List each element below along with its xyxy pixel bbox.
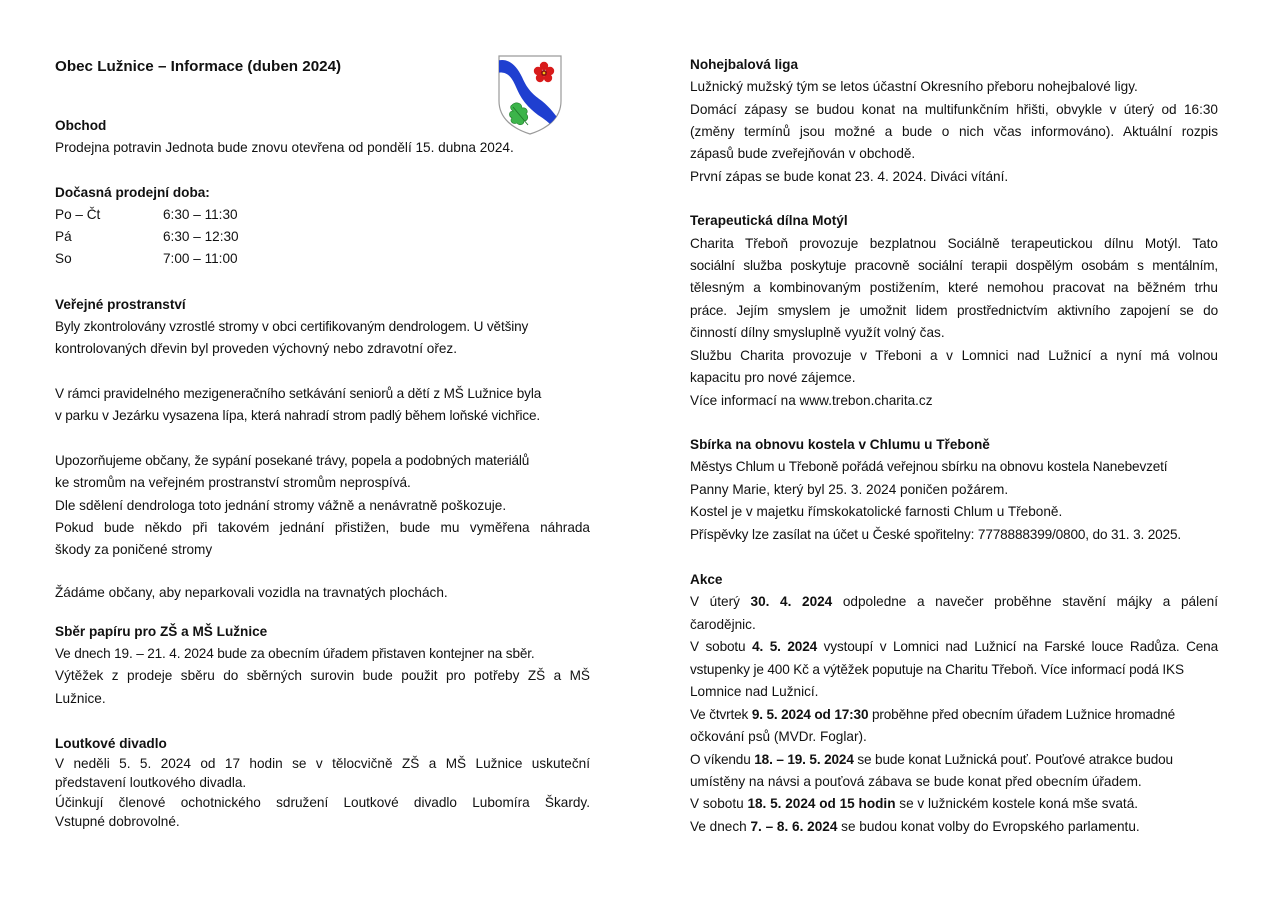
event-lead: Ve dnech bbox=[690, 819, 751, 834]
paragraph-line: Byly zkontrolovány vzrostlé stromy v obci certifikovaným dendrologem. U většiny bbox=[55, 319, 529, 334]
hours-heading: Dočasná prodejní doba: bbox=[55, 185, 210, 200]
paragraph-line: tělesným a kombinovaným postižením, které nemohou pracovat na běžném trhu bbox=[690, 280, 1218, 295]
paragraph-line: Charita Třeboň provozuje bezplatnou Sociálně terapeutickou dílnu Motýl. Tato bbox=[690, 236, 1218, 251]
paragraph-line: kontrolovaných dřevin byl proveden výchovný nebo zdravotní ořez. bbox=[55, 341, 457, 356]
paragraph-line: Službu Charita provozuje v Třeboni a v Lomnici nad Lužnicí a nyní má volnou bbox=[690, 348, 1218, 363]
event-item bbox=[690, 818, 1218, 836]
event-description: odpoledne a navečer proběhne stavění májky a pálení bbox=[832, 594, 1218, 609]
hours-day: Pá bbox=[55, 229, 72, 244]
event-date: 18. 5. 2024 od 15 hodin bbox=[747, 796, 896, 811]
hours-time: 6:30 – 11:30 bbox=[163, 207, 238, 222]
paragraph-line: Lužnický mužský tým se letos účastní Okresního přeboru nohejbalové ligy. bbox=[690, 79, 1138, 94]
paragraph-line: Panny Marie, který byl 25. 3. 2024 poničen požárem. bbox=[690, 482, 1009, 497]
event-item-continued: očkování psů (MVDr. Foglar). bbox=[690, 729, 867, 744]
event-item bbox=[690, 706, 1218, 724]
paragraph-line: v parku v Jezárku vysazena lípa, která nahradí strom padlý během loňské vichřice. bbox=[55, 408, 541, 423]
paragraph-line: ke stromům na veřejném prostranství stromům neprospívá. bbox=[55, 475, 411, 490]
section-heading-akce: Akce bbox=[690, 572, 723, 587]
event-item-continued: Lomnice nad Lužnicí. bbox=[690, 684, 819, 699]
section-heading-sber: Sběr papíru pro ZŠ a MŠ Lužnice bbox=[55, 624, 268, 639]
paragraph-line: sociální služba poskytuje pracovně sociální terapii dospělým osobám s mentálním, bbox=[690, 258, 1218, 273]
section-heading-divadlo: Loutkové divadlo bbox=[55, 736, 167, 751]
event-item bbox=[690, 638, 1218, 656]
paragraph-line: V rámci pravidelného mezigeneračního setkávání seniorů a dětí z MŠ Lužnice byla bbox=[55, 386, 542, 401]
paragraph-line: Lužnice. bbox=[55, 691, 106, 706]
paragraph-line: Domácí zápasy se budou konat na multifunkčním hřišti, obvykle v úterý od 16:30 bbox=[690, 102, 1218, 117]
event-date: 9. 5. 2024 od 17:30 bbox=[751, 707, 869, 722]
paragraph-line: (změny termínů jsou možné a bude o nich včas informováno). Aktuální rozpis bbox=[690, 124, 1218, 139]
paragraph-line: Dle sdělení dendrologa toto jednání stromy vážně a nenávratně poškozuje. bbox=[55, 498, 507, 513]
section-heading-motyl: Terapeutická dílna Motýl bbox=[690, 213, 848, 228]
event-description: vystoupí v Lomnici nad Lužnicí na Farské louce Radůza. Cena bbox=[817, 639, 1219, 654]
hours-day: So bbox=[55, 251, 72, 266]
event-description: proběhne před obecním úřadem Lužnice hromadné bbox=[868, 707, 1176, 722]
charita-link[interactable]: Více informací na www.trebon.charita.cz bbox=[690, 393, 933, 408]
event-item-continued: čarodějnic. bbox=[690, 617, 756, 632]
event-description: se v lužnickém kostele koná mše svatá. bbox=[895, 796, 1139, 811]
paragraph-line: Městys Chlum u Třeboně pořádá veřejnou sbírku na obnovu kostela Nanebevzetí bbox=[690, 459, 1168, 474]
event-description: se bude konat Lužnická pouť. Pouťové atrakce budou bbox=[853, 752, 1173, 767]
event-date: 30. 4. 2024 bbox=[750, 594, 833, 609]
obchod-text: Prodejna potravin Jednota bude znovu otevřena od pondělí 15. dubna 2024. bbox=[55, 140, 514, 155]
event-date: 4. 5. 2024 bbox=[752, 639, 818, 654]
paragraph-line: zápasů bude zveřejňován v obchodě. bbox=[690, 146, 916, 161]
hours-day: Po – Čt bbox=[55, 207, 101, 222]
paragraph-line: Kostel je v majetku římskokatolické farnosti Chlum u Třeboně. bbox=[690, 504, 1063, 519]
coat-of-arms-icon bbox=[498, 55, 562, 135]
paragraph-line: První zápas se bude konat 23. 4. 2024. Diváci vítání. bbox=[690, 169, 1009, 184]
paragraph-line: Pokud bude někdo při takovém jednání přistižen, bude mu vyměřena náhrada bbox=[55, 520, 590, 535]
page-title: Obec Lužnice – Informace (duben 2024) bbox=[55, 58, 342, 75]
section-heading-verejne: Veřejné prostranství bbox=[55, 297, 186, 312]
section-heading-obchod: Obchod bbox=[55, 118, 107, 133]
paragraph-line: V neděli 5. 5. 2024 od 17 hodin se v tělocvičně ZŠ a MŠ Lužnice uskuteční bbox=[55, 756, 590, 771]
hours-time: 6:30 – 12:30 bbox=[163, 229, 239, 244]
event-item-continued: vstupenky je 400 Kč a výtěžek poputuje na Charitu Třeboň. Více informací podá IKS bbox=[690, 662, 1184, 677]
paragraph-line: Vstupné dobrovolné. bbox=[55, 814, 180, 829]
paragraph-line: Výtěžek z prodeje sběru do sběrných surovin bude použit pro potřeby ZŠ a MŠ bbox=[55, 668, 590, 683]
event-lead: O víkendu bbox=[690, 752, 755, 767]
event-date: 18. – 19. 5. 2024 bbox=[754, 752, 854, 767]
event-item-continued: umístěny na návsi a pouťová zábava se bude konat před obecním úřadem. bbox=[690, 774, 1142, 789]
event-date: 7. – 8. 6. 2024 bbox=[750, 819, 838, 834]
paragraph-line: práce. Jejím smyslem je umožnit lidem prostřednictvím aktivního zapojení se do bbox=[690, 303, 1218, 318]
paragraph-line: činností dílny smysluplně využít volný čas. bbox=[690, 325, 945, 340]
event-lead: V úterý bbox=[690, 594, 751, 609]
parking-notice: Žádáme občany, aby neparkovali vozidla na travnatých plochách. bbox=[55, 585, 448, 600]
hours-time: 7:00 – 11:00 bbox=[163, 251, 238, 266]
paragraph-line: Příspěvky lze zasílat na účet u České spořitelny: 7778888399/0800, do 31. 3. 2025. bbox=[690, 527, 1181, 542]
paragraph-line: kapacitu pro nové zájemce. bbox=[690, 370, 856, 385]
event-item bbox=[690, 795, 1218, 813]
paragraph-line: představení loutkového divadla. bbox=[55, 775, 247, 790]
section-heading-sbirka: Sbírka na obnovu kostela v Chlumu u Třeboně bbox=[690, 437, 990, 452]
paragraph-line: Upozorňujeme občany, že sypání posekané trávy, popela a podobných materiálů bbox=[55, 453, 530, 468]
event-description: se budou konat volby do Evropského parlamentu. bbox=[837, 819, 1140, 834]
event-lead: Ve čtvrtek bbox=[690, 707, 752, 722]
event-item bbox=[690, 751, 1218, 769]
event-lead: V sobotu bbox=[690, 639, 753, 654]
paragraph-line: Ve dnech 19. – 21. 4. 2024 bude za obecním úřadem přistaven kontejner na sběr. bbox=[55, 646, 535, 661]
event-lead: V sobotu bbox=[690, 796, 748, 811]
event-item bbox=[690, 593, 1218, 611]
section-heading-nohejbal: Nohejbalová liga bbox=[690, 57, 799, 72]
paragraph-line: škody za poničené stromy bbox=[55, 542, 213, 557]
paragraph-line: Účinkují členové ochotnického sdružení Loutkové divadlo Lubomíra Škardy. bbox=[55, 795, 590, 810]
